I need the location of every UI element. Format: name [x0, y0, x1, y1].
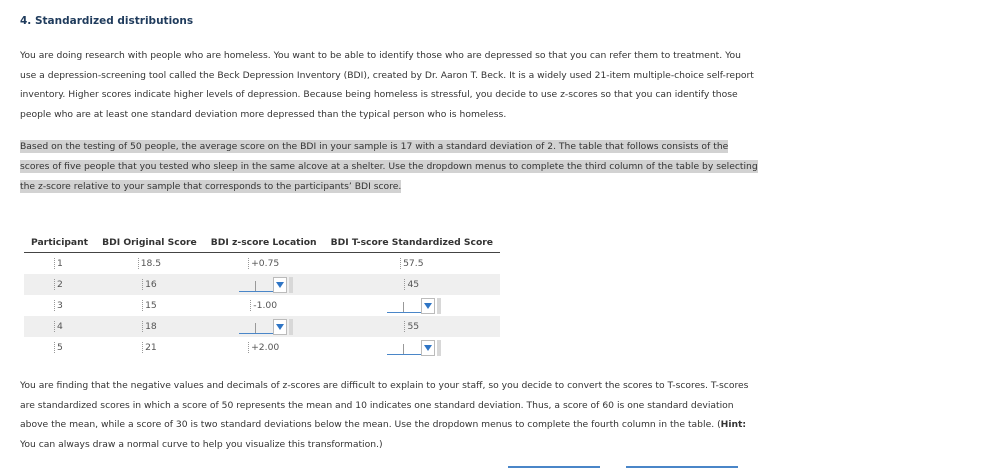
- chevron-down-icon[interactable]: [273, 277, 287, 293]
- intro-paragraph: You are doing research with people who are homeless. You want to be able to identify those who are depressed so that you can refer them to treatment. You use a depression-screening tool called the Beck Depression Inventory (BDI), created by Dr. Aaron T. Beck. It is a widely used 21-item multiple-choice self-report inventory. Higher scores indicate higher levels of depression. Because being homeless is stressful, you decide to use z-scores so that you can identify those people who are at least one standard deviation more depressed than the typical person who is homeless.: [20, 50, 754, 120]
- participant-number: 3: [54, 300, 63, 311]
- z-score-value: +2.00: [248, 342, 279, 353]
- chevron-down-icon[interactable]: [273, 319, 287, 335]
- hint-label: Hint:: [720, 419, 747, 430]
- header-original-score: BDI Original Score: [95, 235, 204, 253]
- z-score-value: -1.00: [250, 300, 277, 311]
- save-button[interactable]: [626, 466, 738, 474]
- t-score-dropdown[interactable]: [387, 298, 437, 314]
- table-row: [24, 274, 500, 295]
- z-score-value: +0.75: [248, 258, 279, 269]
- original-score: 21: [142, 342, 157, 353]
- header-z-score: BDI z-score Location: [204, 235, 324, 253]
- z-score-dropdown[interactable]: [239, 277, 289, 293]
- highlighted-instruction-text: Based on the testing of 50 people, the average score on the BDI in your sample is 17 with a standard deviation of 2. The table that follows consists of the scores of five people that you tested who sleep in the same alcove at a shelter. Use the dropdown menus to complete the third column of the table by selecting the z-score relative to your sample that corresponds to the participants’ BDI score.: [20, 141, 758, 192]
- table-row: [24, 316, 500, 337]
- question-title: 4. Standardized distributions: [20, 15, 194, 27]
- header-t-score: BDI T-score Standardized Score: [324, 235, 500, 253]
- t-score-value: 55: [404, 321, 419, 332]
- table-row: [24, 295, 500, 316]
- chevron-down-icon[interactable]: [421, 340, 435, 356]
- original-score: 16: [142, 279, 157, 290]
- tscore-paragraph: You are finding that the negative values and decimals of z-scores are difficult to explain to your staff, so you decide to convert the scores to T-scores. T-scores are standardized scores in which a score of 50 represents the mean and 10 indicates one standard deviation. Thus, a score of 60 is one standard deviation above the mean, while a score of 30 is two standard deviations below the mean. Use the dropdown menus to complete the fourth column in the table. (Hint: You can always draw a normal curve to help you visualize this transformation.): [20, 380, 749, 450]
- table-row: [24, 337, 500, 358]
- original-score: 18.5: [138, 258, 161, 269]
- table-row: [24, 253, 500, 275]
- instruction-paragraph: [20, 137, 760, 197]
- participant-number: 1: [54, 258, 63, 269]
- bdi-score-table: [24, 235, 500, 358]
- chevron-down-icon[interactable]: [421, 298, 435, 314]
- t-score-value: 45: [404, 279, 419, 290]
- original-score: 18: [142, 321, 157, 332]
- participant-number: 2: [54, 279, 63, 290]
- z-score-dropdown[interactable]: [239, 319, 289, 335]
- t-score-dropdown[interactable]: [387, 340, 437, 356]
- header-participant: Participant: [24, 235, 95, 253]
- original-score: 15: [142, 300, 157, 311]
- grade-button[interactable]: [508, 466, 600, 474]
- participant-number: 5: [54, 342, 63, 353]
- participant-number: 4: [54, 321, 63, 332]
- t-score-value: 57.5: [400, 258, 423, 269]
